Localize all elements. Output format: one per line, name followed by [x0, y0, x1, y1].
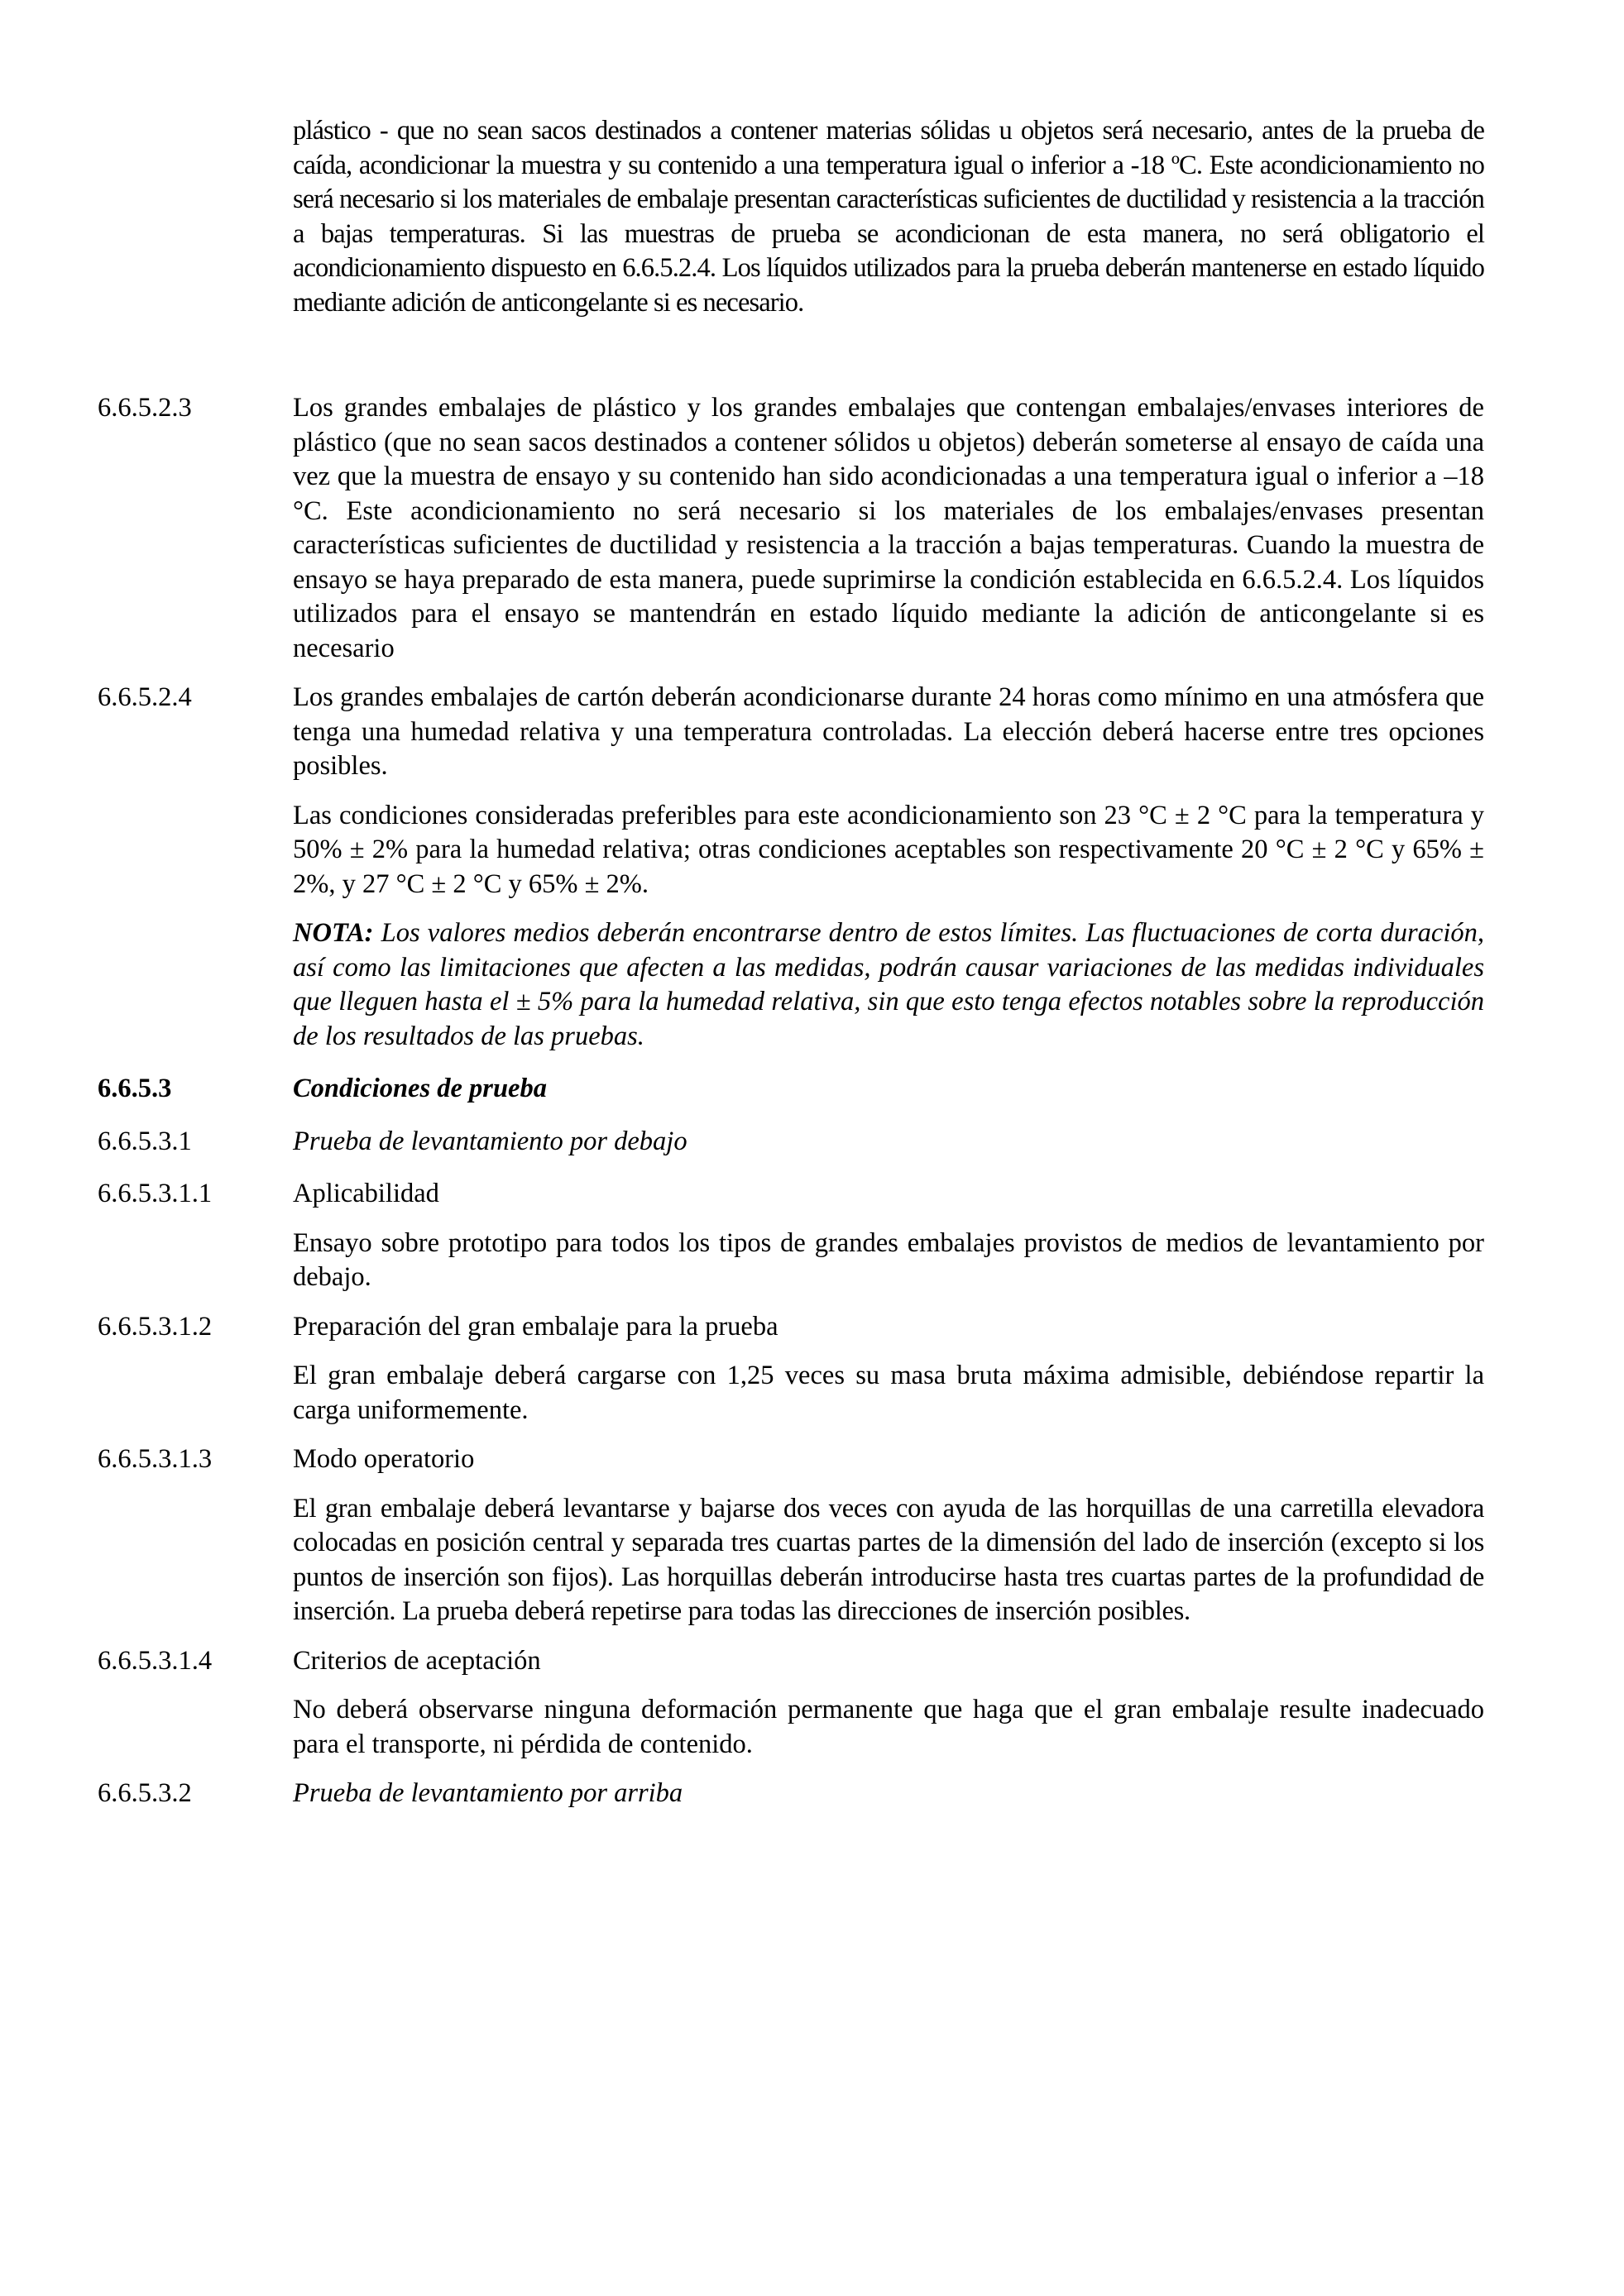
note-paragraph — [293, 916, 1484, 1054]
section-title: Preparación del gran embalaje para la prueba — [293, 1311, 778, 1342]
section-6-6-5-3-1-4 — [98, 1644, 1484, 1679]
note-label: NOTA: — [293, 918, 374, 948]
section-title: Modo operatorio — [293, 1444, 475, 1474]
section-6-6-5-3-1-2 — [98, 1310, 1484, 1345]
section-title: Criterios de aceptación — [293, 1645, 541, 1676]
section-title: Prueba de levantamiento por debajo — [293, 1126, 687, 1156]
continued-paragraph: plástico - que no sean sacos destinados a contener materias sólidas u objetos será necesario, antes de la prueba de caída, acondicionar la muestra y su contenido a una temperatura igual o inferior a -18 ºC. Este acondicionamiento no será necesario si los materiales de embalaje presentan características suficientes de ductilidad y resistencia a la tracción a bajas temperaturas. Si las muestras de prueba se acondicionan de esta manera, no será obligatorio el acondicionamiento dispuesto en 6.6.5.2.4. Los líquidos utilizados para la prueba deberán mantenerse en estado líquido mediante adición de anticongelante si es necesario. — [293, 116, 1484, 318]
section-number: 6.6.5.3.2 — [98, 1778, 192, 1808]
section-text: Ensayo sobre prototipo para todos los tipos de grandes embalajes provistos de medios de levantamiento por debajo. — [293, 1227, 1484, 1292]
section-6-6-5-3 — [98, 1072, 1484, 1107]
section-6-6-5-3-1 — [98, 1125, 1484, 1160]
section-title: Condiciones de prueba — [293, 1074, 547, 1103]
conditions-paragraph: Las condiciones consideradas preferibles para este acondicionamiento son 23 °C ± 2 °C para la temperatura y 50% ± 2% para la humedad relativa; otras condiciones aceptables son respectivamente 20 °C ± 2 °C y 65% ± 2%, y 27 °C ± 2 °C y 65% ± 2%. — [293, 800, 1484, 899]
section-title: Prueba de levantamiento por arriba — [293, 1778, 683, 1808]
section-text: El gran embalaje deberá levantarse y bajarse dos veces con ayuda de las horquillas de una carretilla elevadora colocadas en posición central y separada tres cuartas partes de la dimensión del lado de inserción (excepto si los puntos de inserción son fijos). Las horquillas deberán introducirse hasta tres cuartas partes de la profundidad de inserción. La prueba deberá repetirse para todas las direcciones de inserción posibles. — [293, 1493, 1484, 1626]
section-number: 6.6.5.2.3 — [98, 393, 192, 423]
section-6-6-5-3-1-1 — [98, 1177, 1484, 1212]
section-number: 6.6.5.3.1.1 — [98, 1179, 213, 1208]
section-6-6-5-3-1-3 — [98, 1442, 1484, 1477]
section-number: 6.6.5.3.1.2 — [98, 1311, 213, 1342]
section-text: El gran embalaje deberá cargarse con 1,25 veces su masa bruta máxima admisible, debiéndose repartir la carga uniformemente. — [293, 1361, 1484, 1425]
section-number: 6.6.5.3.1 — [98, 1126, 192, 1156]
section-number: 6.6.5.3 — [98, 1074, 172, 1103]
section-title: Aplicabilidad — [293, 1179, 439, 1208]
section-6-6-5-3-2 — [98, 1777, 1484, 1811]
section-number: 6.6.5.3.1.4 — [98, 1645, 213, 1676]
document-page — [98, 114, 1484, 1811]
section-6-6-5-2-4 — [98, 681, 1484, 784]
section-6-6-5-2-3 — [98, 391, 1484, 666]
section-text: Los grandes embalajes de cartón deberán acondicionarse durante 24 horas como mínimo en una atmósfera que tenga una humedad relativa y una temperatura controladas. La elección deberá hacerse entre tres opciones posibles. — [293, 682, 1484, 781]
section-text: No deberá observarse ninguna deformación permanente que haga que el gran embalaje resulte inadecuado para el transporte, ni pérdida de contenido. — [293, 1695, 1484, 1759]
section-number: 6.6.5.2.4 — [98, 682, 192, 712]
section-number: 6.6.5.3.1.3 — [98, 1444, 213, 1474]
section-text: Los grandes embalajes de plástico y los grandes embalajes que contengan embalajes/envases interiores de plástico (que no sean sacos destinados a contener sólidos u objetos) deberán someterse al ensayo de caída una vez que la muestra de ensayo y su contenido han sido acondicionadas a una temperatura igual o inferior a –18 °C. Este acondicionamiento no será necesario si los materiales de los embalajes/envases presentan características suficientes de ductilidad y resistencia a la tracción a bajas temperaturas. Cuando la muestra de ensayo se haya preparado de esta manera, puede suprimirse la condición establecida en 6.6.5.2.4. Los líquidos utilizados para el ensayo se mantendrán en estado líquido mediante la adición de anticongelante si es necesario — [293, 393, 1484, 663]
note-text: Los valores medios deberán encontrarse dentro de estos límites. Las fluctuaciones de corta duración, así como las limitaciones que afecten a las medidas, podrán causar variaciones de las medidas individuales que lleguen hasta el ± 5% para la humedad relativa, sin que esto tenga efectos notables sobre la reproducción de los resultados de las pruebas. — [293, 918, 1484, 1051]
